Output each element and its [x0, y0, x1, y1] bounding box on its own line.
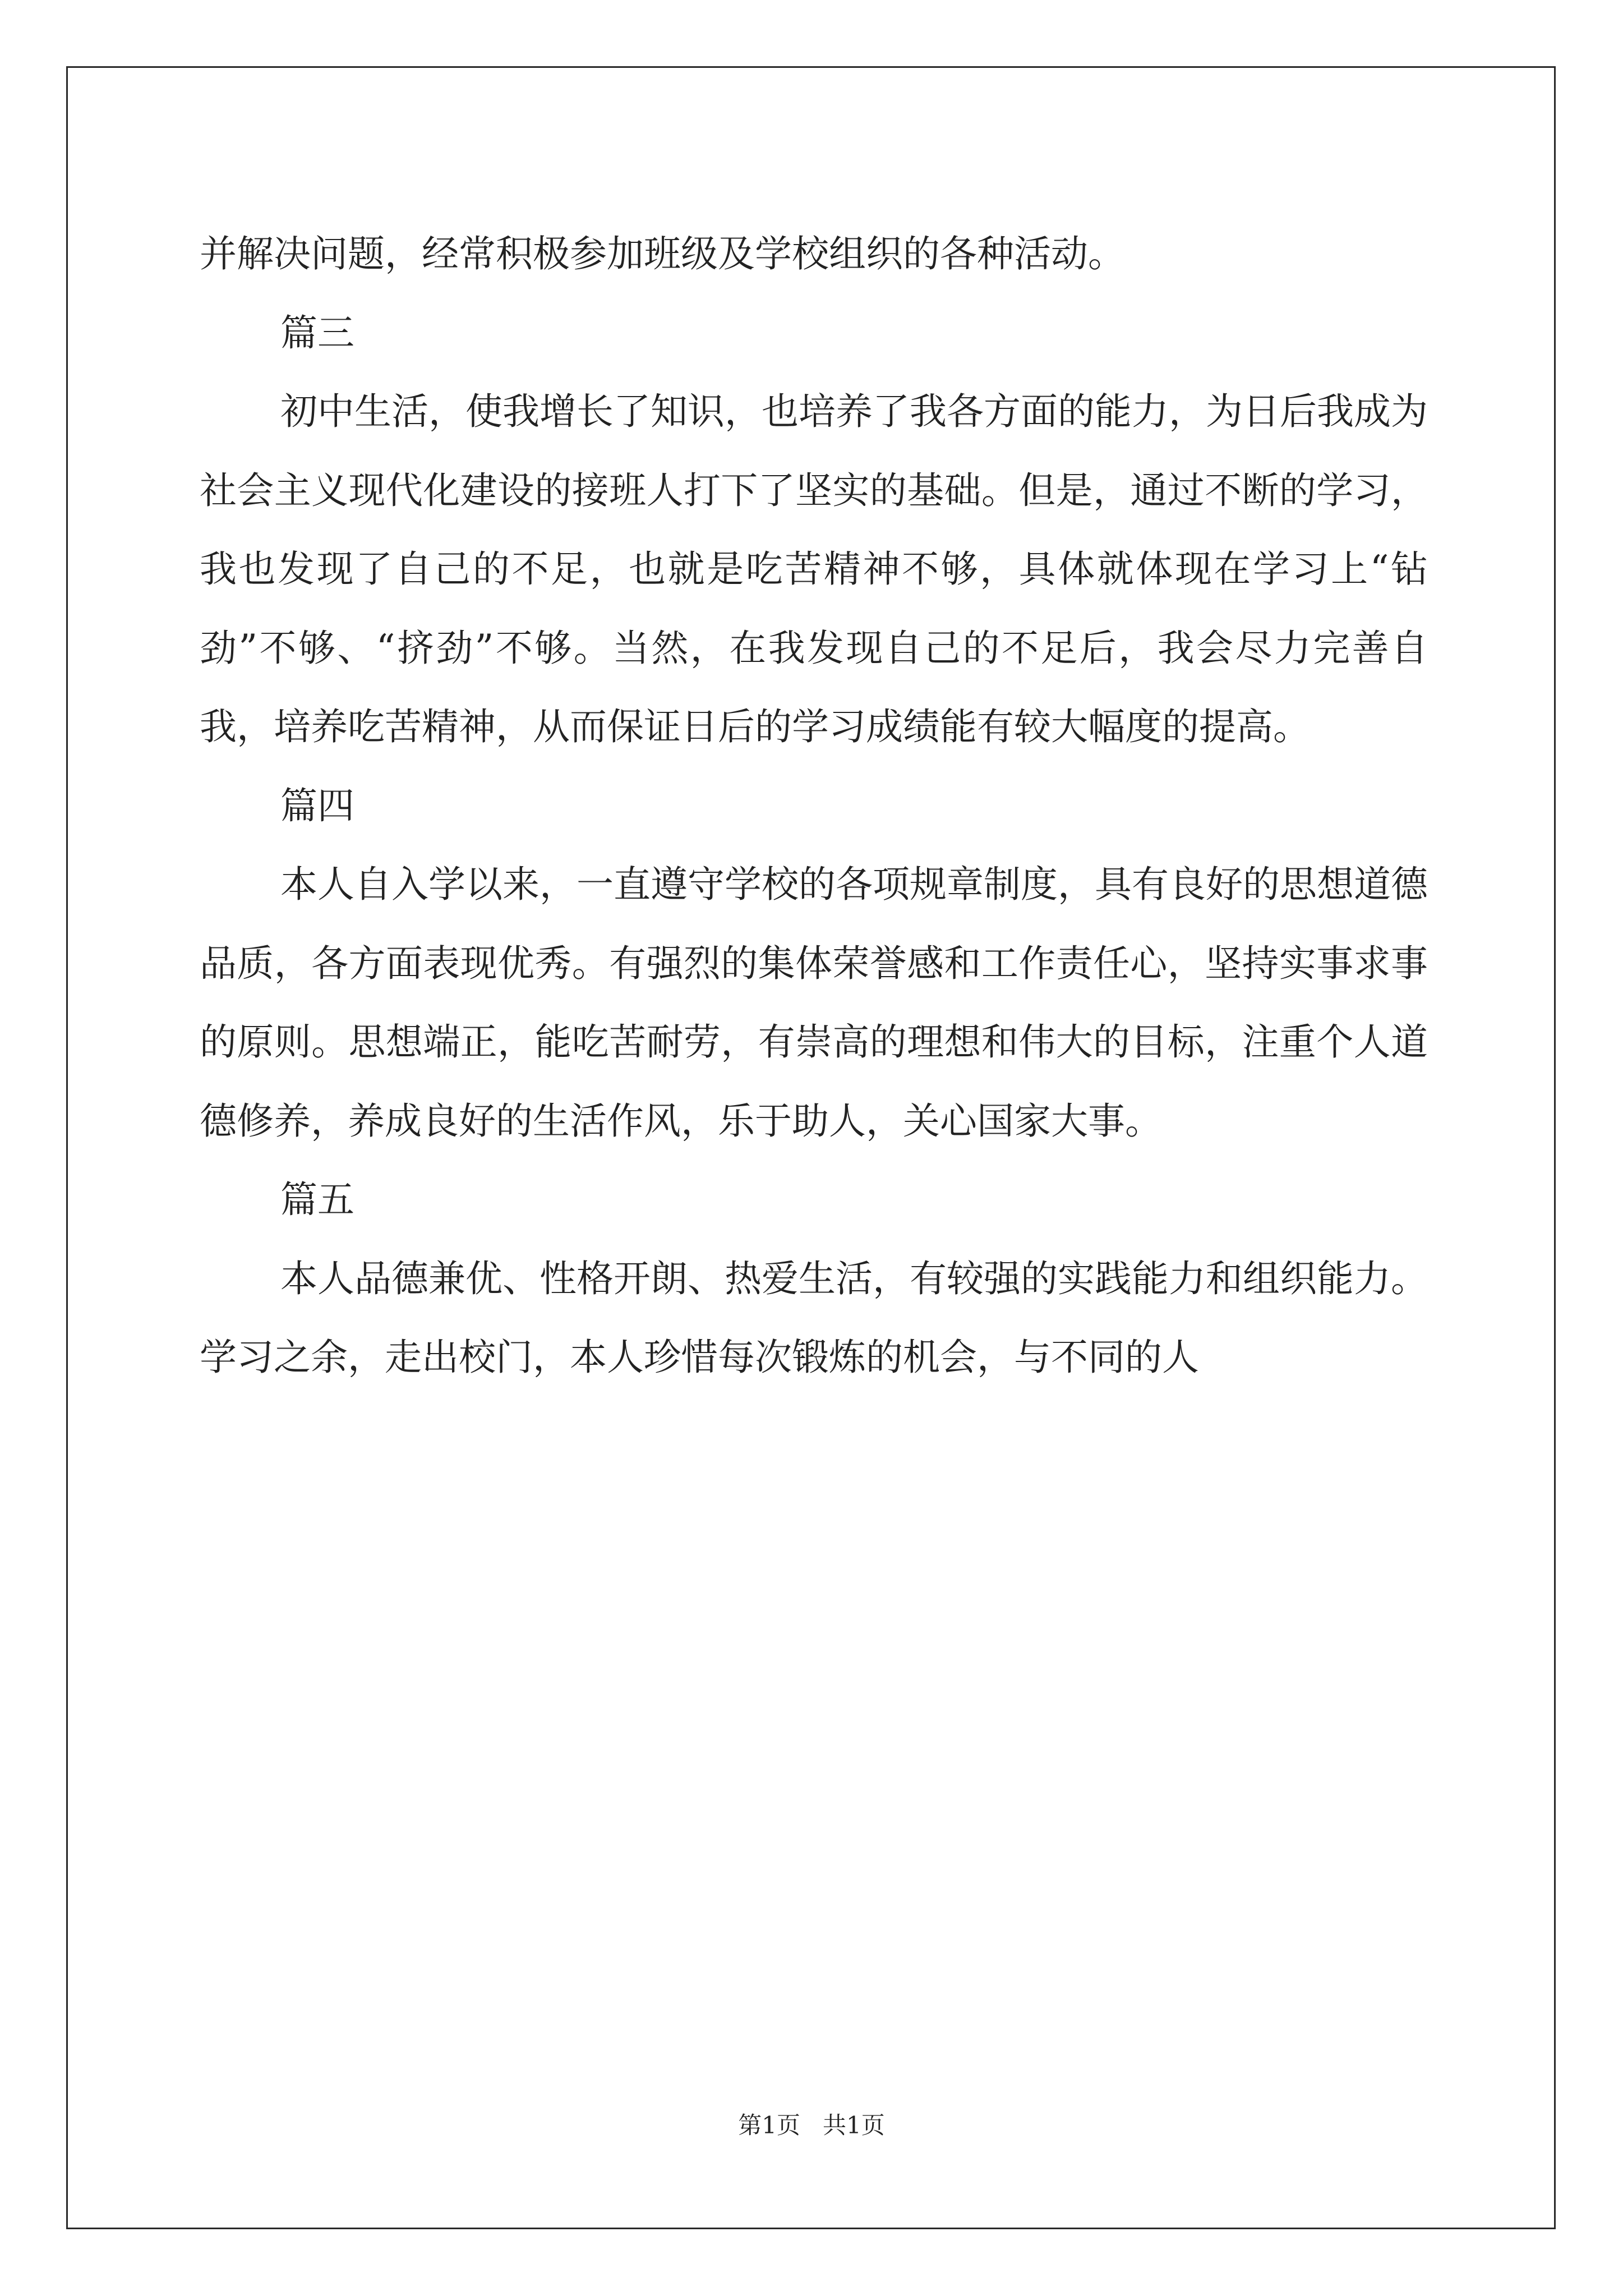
- document-body: [200, 215, 1428, 1397]
- section-heading-4: 篇四: [280, 784, 354, 827]
- paragraph-continuation: 并解决问题，经常积极参加班级及学校组织的各种活动。: [200, 232, 1125, 275]
- paragraph-section-4: 本人自入学以来，一直遵守学校的各项规章制度，具有良好的思想道德品质，各方面表现优秀。有强烈的集体荣誉感和工作责任心，坚持实事求事的原则。思想端正，能吃苦耐劳，有崇高的理想和伟大的目标，注重个人道德修养，养成良好的生活作风，乐于助人，关心国家大事。: [200, 863, 1428, 1143]
- paragraph-section-3: 初中生活，使我增长了知识，也培养了我各方面的能力，为日后我成为社会主义现代化建设的接班人打下了坚实的基础。但是，通过不断的学习，我也发现了自己的不足，也就是吃苦精神不够，具体就体现在学习上“钻劲”不够、“挤劲”不够。当然，在我发现自己的不足后，我会尽力完善自我，培养吃苦精神，从而保证日后的学习成绩能有较大幅度的提高。: [200, 390, 1428, 748]
- page-footer: 第1页 共1页: [738, 2111, 885, 2139]
- paragraph-section-5: 本人品德兼优、性格开朗、热爱生活，有较强的实践能力和组织能力。学习之余，走出校门，本人珍惜每次锻炼的机会，与不同的人: [200, 1257, 1428, 1379]
- section-heading-3: 篇三: [280, 311, 354, 355]
- section-heading-5: 篇五: [280, 1178, 354, 1221]
